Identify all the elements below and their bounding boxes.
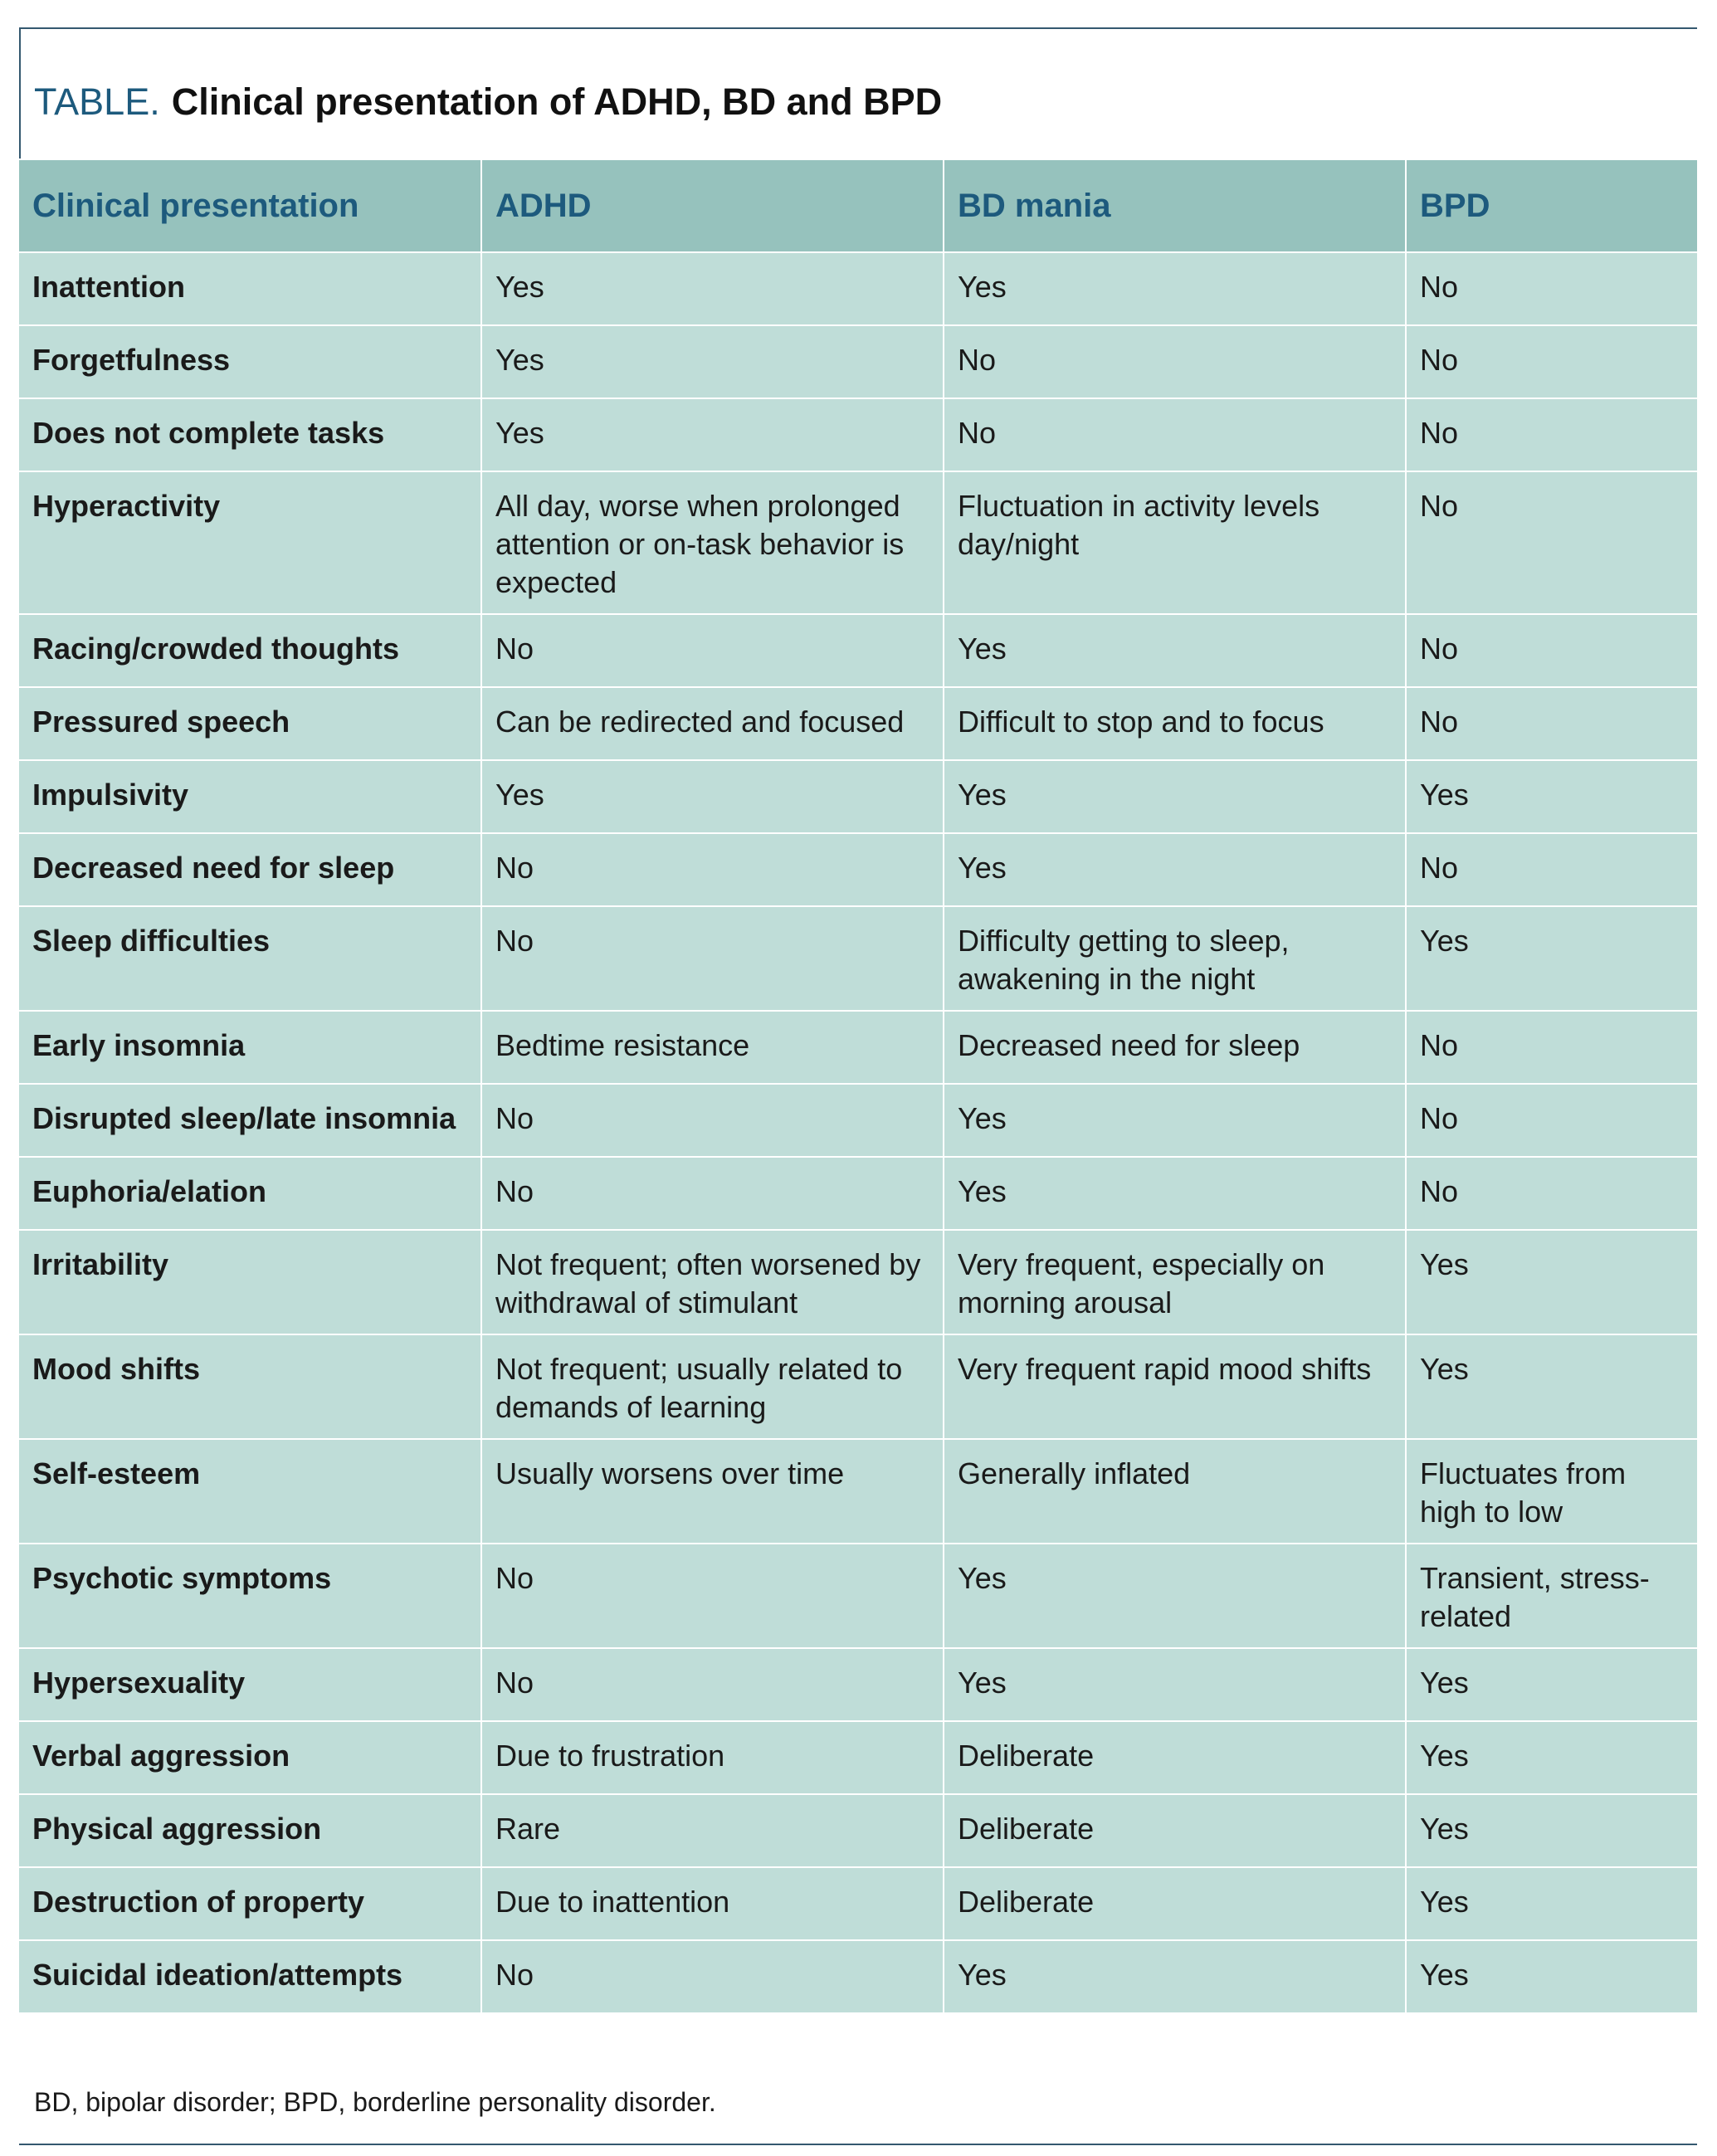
table-row <box>19 1157 1697 1230</box>
cell-adhd: Due to frustration <box>481 1721 944 1794</box>
cell-bpd: No <box>1406 471 1697 614</box>
table-row <box>19 1544 1697 1648</box>
cell-bd-mania: Yes <box>944 760 1406 833</box>
cell-bd-mania: Yes <box>944 833 1406 906</box>
cell-bpd: Yes <box>1406 1794 1697 1867</box>
cell-bpd: No <box>1406 1157 1697 1230</box>
cell-bpd: Yes <box>1406 1334 1697 1439</box>
cell-feature: Suicidal ideation/attempts <box>19 1940 481 2013</box>
cell-bpd: Yes <box>1406 1721 1697 1794</box>
cell-adhd: No <box>481 1940 944 2013</box>
cell-bd-mania: Yes <box>944 1544 1406 1648</box>
cell-bpd: No <box>1406 614 1697 687</box>
header-bpd: BPD <box>1406 160 1697 252</box>
cell-feature: Pressured speech <box>19 687 481 760</box>
cell-adhd: No <box>481 1157 944 1230</box>
table-row <box>19 833 1697 906</box>
table-row <box>19 1721 1697 1794</box>
cell-adhd: Yes <box>481 325 944 398</box>
cell-feature: Destruction of property <box>19 1867 481 1940</box>
cell-feature: Hyperactivity <box>19 471 481 614</box>
cell-adhd: Not frequent; usually related to demands of learning <box>481 1334 944 1439</box>
cell-feature: Self-esteem <box>19 1439 481 1544</box>
cell-feature: Verbal aggression <box>19 1721 481 1794</box>
cell-adhd: All day, worse when prolonged attention or on-task behavior is expected <box>481 471 944 614</box>
cell-bd-mania: Yes <box>944 1940 1406 2013</box>
cell-bd-mania: Generally inflated <box>944 1439 1406 1544</box>
cell-feature: Inattention <box>19 252 481 325</box>
cell-bd-mania: Yes <box>944 252 1406 325</box>
table-row <box>19 906 1697 1011</box>
cell-adhd: Due to inattention <box>481 1867 944 1940</box>
cell-bpd: Yes <box>1406 906 1697 1011</box>
top-rule <box>19 27 1697 29</box>
cell-adhd: Rare <box>481 1794 944 1867</box>
cell-bd-mania: No <box>944 325 1406 398</box>
cell-adhd: No <box>481 1648 944 1721</box>
table-row <box>19 1230 1697 1334</box>
cell-bd-mania: No <box>944 398 1406 471</box>
cell-bpd: Fluctuates from high to low <box>1406 1439 1697 1544</box>
table-row <box>19 252 1697 325</box>
cell-bpd: Transient, stress-related <box>1406 1544 1697 1648</box>
cell-bd-mania: Difficult to stop and to focus <box>944 687 1406 760</box>
table-row <box>19 1334 1697 1439</box>
left-rule <box>19 27 21 159</box>
cell-adhd: Yes <box>481 398 944 471</box>
cell-bpd: Yes <box>1406 1867 1697 1940</box>
table-footnote: BD, bipolar disorder; BPD, borderline personality disorder. <box>34 2087 716 2117</box>
table-row <box>19 1648 1697 1721</box>
cell-adhd: Not frequent; often worsened by withdrawal of stimulant <box>481 1230 944 1334</box>
cell-bpd: Yes <box>1406 760 1697 833</box>
table-row <box>19 325 1697 398</box>
header-adhd: ADHD <box>481 160 944 252</box>
cell-adhd: Bedtime resistance <box>481 1011 944 1084</box>
cell-bd-mania: Very frequent rapid mood shifts <box>944 1334 1406 1439</box>
table-row <box>19 398 1697 471</box>
cell-bpd: No <box>1406 325 1697 398</box>
clinical-presentation-table <box>19 160 1697 2014</box>
cell-feature: Racing/crowded thoughts <box>19 614 481 687</box>
cell-bpd: No <box>1406 833 1697 906</box>
cell-adhd: Can be redirected and focused <box>481 687 944 760</box>
cell-bpd: Yes <box>1406 1940 1697 2013</box>
cell-bpd: Yes <box>1406 1230 1697 1334</box>
cell-bpd: No <box>1406 1011 1697 1084</box>
cell-feature: Forgetfulness <box>19 325 481 398</box>
cell-bd-mania: Deliberate <box>944 1721 1406 1794</box>
table-row <box>19 614 1697 687</box>
table-caption <box>34 77 942 127</box>
cell-feature: Decreased need for sleep <box>19 833 481 906</box>
cell-bd-mania: Fluctuation in activity levels day/night <box>944 471 1406 614</box>
cell-bd-mania: Yes <box>944 1084 1406 1157</box>
header-clinical-presentation: Clinical presentation <box>19 160 481 252</box>
cell-adhd: No <box>481 833 944 906</box>
header-bd-mania: BD mania <box>944 160 1406 252</box>
cell-bd-mania: Yes <box>944 1648 1406 1721</box>
cell-bd-mania: Deliberate <box>944 1794 1406 1867</box>
bottom-rule <box>19 2144 1697 2145</box>
cell-feature: Mood shifts <box>19 1334 481 1439</box>
cell-feature: Irritability <box>19 1230 481 1334</box>
table-row <box>19 1794 1697 1867</box>
table-row <box>19 1867 1697 1940</box>
table-row <box>19 760 1697 833</box>
cell-bd-mania: Very frequent, especially on morning arousal <box>944 1230 1406 1334</box>
cell-bd-mania: Decreased need for sleep <box>944 1011 1406 1084</box>
cell-bd-mania: Difficulty getting to sleep, awakening in the night <box>944 906 1406 1011</box>
cell-bpd: No <box>1406 1084 1697 1157</box>
cell-bpd: Yes <box>1406 1648 1697 1721</box>
cell-feature: Physical aggression <box>19 1794 481 1867</box>
cell-adhd: Yes <box>481 760 944 833</box>
cell-feature: Hypersexuality <box>19 1648 481 1721</box>
cell-feature: Impulsivity <box>19 760 481 833</box>
cell-bd-mania: Yes <box>944 1157 1406 1230</box>
cell-adhd: No <box>481 906 944 1011</box>
cell-bpd: No <box>1406 398 1697 471</box>
cell-feature: Does not complete tasks <box>19 398 481 471</box>
table-row <box>19 471 1697 614</box>
cell-bpd: No <box>1406 687 1697 760</box>
cell-feature: Psychotic symptoms <box>19 1544 481 1648</box>
table-body <box>19 252 1697 2013</box>
cell-feature: Euphoria/elation <box>19 1157 481 1230</box>
cell-adhd: No <box>481 1544 944 1648</box>
table-row <box>19 1084 1697 1157</box>
table-row <box>19 1011 1697 1084</box>
table-row <box>19 687 1697 760</box>
cell-feature: Disrupted sleep/late insomnia <box>19 1084 481 1157</box>
cell-bd-mania: Yes <box>944 614 1406 687</box>
caption-title: Clinical presentation of ADHD, BD and BPD <box>171 80 943 123</box>
cell-bd-mania: Deliberate <box>944 1867 1406 1940</box>
cell-adhd: No <box>481 1084 944 1157</box>
cell-feature: Early insomnia <box>19 1011 481 1084</box>
cell-adhd: Usually worsens over time <box>481 1439 944 1544</box>
cell-adhd: Yes <box>481 252 944 325</box>
table-figure <box>19 27 1697 2145</box>
caption-label: TABLE. <box>34 80 160 123</box>
cell-bpd: No <box>1406 252 1697 325</box>
cell-feature: Sleep difficulties <box>19 906 481 1011</box>
cell-adhd: No <box>481 614 944 687</box>
table-row <box>19 1940 1697 2013</box>
table-row <box>19 1439 1697 1544</box>
header-row <box>19 160 1697 252</box>
